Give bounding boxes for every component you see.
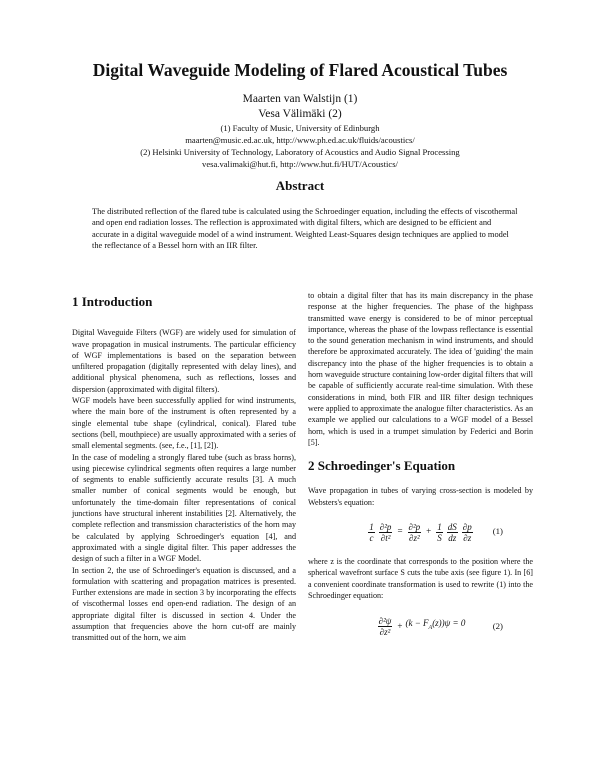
author-block [0, 92, 600, 170]
intro-paragraph-2: WGF models have been successfully applied for wind instruments, where the main bore of the instrument is often represented by a single elemental tube shape (cylindrical, conical). Flared tube sections (bell, mouthpiece) are usually approximated with a series of small elemental segments. (see, f.e., [1], [2]). [72, 396, 296, 451]
eq1-frac-3: $\frac{\text{∂²p}}{\text{∂z²}}$ [408, 521, 421, 543]
abstract-text: The distributed reflection of the flared tube is calculated using the Schroedinger equation, including the effects of viscothermal and open end radiation losses. The reflection is approximated with digital filters, which are designed to be efficient and accurate in a digital waveguide model of a wind instrument. Weighted Least-Squares design techniques are applied to model the reflectance of a Bessel horn with an IIR filter. [92, 207, 518, 250]
contact-2: vesa.valimaki@hut.fi, http://www.hut.fi/HUT/Acoustics/ [202, 159, 398, 169]
right-column [308, 290, 533, 645]
eq1-frac-5: $\frac{dS}{dz}$ [447, 521, 457, 543]
eq1-frac-6: $\frac{\partial p}{\partial z}$ [462, 521, 472, 543]
section-1-heading: 1 Introduction [72, 294, 153, 309]
affiliation-1: (1) Faculty of Music, University of Edinburgh [220, 123, 380, 133]
abstract-heading: Abstract [275, 178, 325, 193]
eq1-frac-4: $\frac{1}{S}$ [437, 521, 442, 543]
intro-paragraph-1: Digital Waveguide Filters (WGF) are widely used for simulation of wave propagation in musical instruments. The particular efficiency of WGF implementations is based on the separation between unfiltered propagation (digitally represented with delay lines), and additional physical phenomena, such as reflections, losses and dispersion (approximated with digital filters). [72, 328, 296, 394]
affiliation-2: (2) Helsinki University of Technology, Laboratory of Acoustics and Audio Signal Processing [140, 147, 460, 157]
equation-2: $\frac{\text{∂²ψ}}{\text{∂z²}}$ + $(k - F_A(z))\psi = 0$ (2) [378, 615, 503, 637]
author-2: Vesa Välimäki (2) [258, 108, 342, 120]
contact-1: maarten@music.ed.ac.uk, http://www.ph.ed.ac.uk/fluids/acoustics/ [185, 135, 415, 145]
section-2-paragraph-1: Wave propagation in tubes of varying cross-section is modeled by Websters's equation: [308, 486, 533, 507]
eq2-frac-1: $\frac{\text{∂²ψ}}{\text{∂z²}}$ [378, 615, 392, 637]
equation-2-number: (2) [492, 620, 503, 631]
eq1-frac-2: $\frac{\text{∂²p}}{\text{∂t²}}$ [379, 521, 392, 543]
left-column [72, 296, 296, 644]
section-2-heading: 2 Schroedinger's Equation [308, 458, 456, 474]
author-1: Maarten van Walstijn (1) [242, 93, 358, 105]
eq1-frac-1: $\frac{1}{c}$ [369, 521, 374, 543]
equation-1: $\frac{1}{c}$ $\frac{\text{∂²p}}{\text{∂t²}}$ = $\frac{\text{∂²p}}{\text{∂z²}}$ + $\frac{1}{S}$ $\frac{dS}{dz}$ $\frac{\partial p}{\partial z}$ (1) [369, 521, 503, 543]
equation-1-number: (1) [492, 526, 503, 537]
paper-title: Digital Waveguide Modeling of Flared Acoustical Tubes [92, 60, 508, 80]
intro-continued-paragraph: to obtain a digital filter that has its main discrepancy in the phase response at the higher frequencies. The phase of the highpass transmitted wave energy is considered to be of minor perceptual importance, whereas the phase of the lowpass reflectance is essential to the sound generation mechanism in wind instruments, and should therefore be approximated accurately. The idea of 'guiding' the main discrepancy into the phase of the higher frequencies is to obtain a horn waveguide structure containing low-order digital filters that will be capable of sufficiently accurate real-time simulation. With these considerations in mind, both FIR and IIR filter design techniques were applied to approximate the analogue filter characteristics. As an example we applied our calculations to a WGF model of a Bessel horn, which is used in a trumpet simulation by Federici and Borin [5]. [308, 291, 533, 447]
intro-paragraph-4: In section 2, the use of Schroedinger's equation is discussed, and a formulation with scattering and propagation matrices is presented. Further extensions are made in section 3 by incorporating the effects of viscothermal losses end open-end radiation. The design of an appropriate digital filter is discussed in section 4. Under the assumption that frequencies above the horn cut-off are mainly transmitted out of the horn, we aim [72, 565, 296, 643]
intro-paragraph-3: In the case of modeling a strongly flared tube (such as brass horns), using piecewise cylindrical segments often requires a large number of segments to enable sufficiently accurate results [3]. A much smaller number of conical segments would be enough, but unfortunately the time-domain filter representations of conical junctions have structural inherent instabilities [2]. Alternatively, the complete reflection and transmission characteristics of the horn may be calculated by applying Schroedinger's equation [4], and approximated with a single digital filter. This paper addresses the design of such a filter in a WGF Model. [72, 452, 296, 564]
section-2-paragraph-2: where z is the coordinate that corresponds to the position where the spherical wavefront surface S cuts the tube axis (see figure 1). In [6] a convenient coordinate transformation is used to rewrite (1) into the Schroedinger equation: [308, 557, 533, 600]
